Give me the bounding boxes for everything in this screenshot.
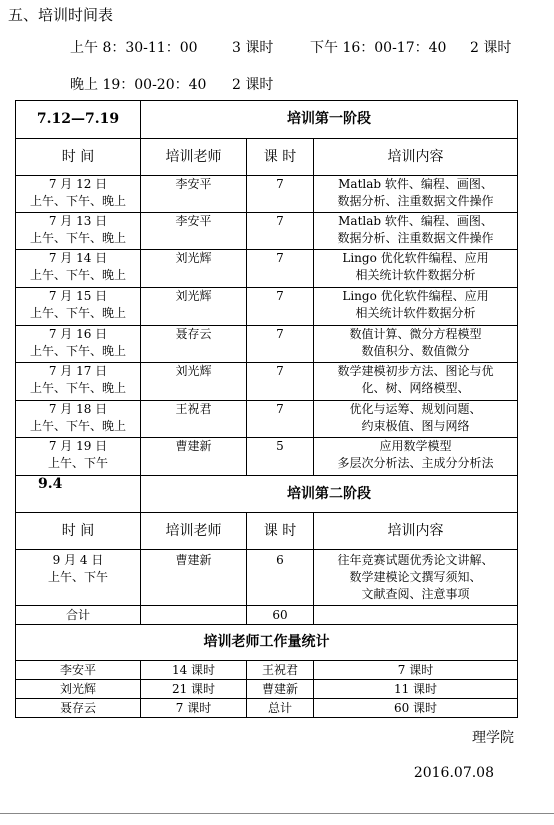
row-hours: 7	[247, 176, 314, 213]
row-teacher: 刘光辉	[141, 250, 247, 288]
row-teacher: 曹建新	[141, 438, 247, 476]
morning-time: 上午 8：30-11：00	[70, 40, 198, 56]
total-label: 合计	[16, 606, 141, 625]
stage2-header-row	[16, 476, 518, 513]
row-teacher: 刘光辉	[141, 363, 247, 401]
row-content: 数值计算、微分方程模型 数值积分、数值微分	[314, 326, 518, 363]
table-row	[16, 699, 518, 718]
table-row	[16, 401, 518, 438]
row-content: 往年竞赛试题优秀论文讲解、 数学建模论文撰写须知、 文献查阅、注意事项	[314, 550, 518, 606]
workload-teacher: 刘光辉	[16, 680, 141, 699]
workload-teacher: 李安平	[16, 661, 141, 680]
issue-date: 2016.07.08	[413, 765, 494, 781]
training-schedule-table	[15, 100, 518, 718]
table-row	[16, 550, 518, 606]
row-content: 优化与运筹、规划问题、 约束极值、图与网络	[314, 401, 518, 438]
row-content: Matlab 软件、编程、画图、 数据分析、注重数据文件操作	[314, 176, 518, 213]
row-content: 数学建模初步方法、图论与优 化、树、网络模型、	[314, 363, 518, 401]
stage1-column-headers	[16, 139, 518, 176]
row-time: 7 月 19 日 上午、下午	[16, 438, 141, 476]
workload-hours: 14 课时	[141, 661, 247, 680]
stage2-column-headers	[16, 513, 518, 550]
row-time: 7 月 15 日 上午、下午、晚上	[16, 288, 141, 326]
stage2-title: 培训第二阶段	[141, 476, 518, 513]
table-row	[16, 176, 518, 213]
row-hours: 7	[247, 401, 314, 438]
workload-teacher: 曹建新	[247, 680, 314, 699]
row-teacher: 王祝君	[141, 401, 247, 438]
row-hours: 7	[247, 213, 314, 250]
table-row	[16, 438, 518, 476]
row-teacher: 曹建新	[141, 550, 247, 606]
row-teacher: 李安平	[141, 176, 247, 213]
table-row	[16, 326, 518, 363]
row-content: Lingo 优化软件编程、应用 相关统计软件数据分析	[314, 288, 518, 326]
workload-total-hours: 60 课时	[314, 699, 518, 718]
total-hours: 60	[247, 606, 314, 625]
issuing-organization: 理学院	[472, 730, 514, 746]
col-header-hours: 课 时	[247, 513, 314, 550]
col-header-teacher: 培训老师	[141, 139, 247, 176]
row-time: 7 月 17 日 上午、下午、晚上	[16, 363, 141, 401]
col-header-content: 培训内容	[314, 139, 518, 176]
row-time: 7 月 14 日 上午、下午、晚上	[16, 250, 141, 288]
row-hours: 7	[247, 250, 314, 288]
row-time: 7 月 12 日 上午、下午、晚上	[16, 176, 141, 213]
col-header-time: 时 间	[16, 513, 141, 550]
workload-hours: 7 课时	[314, 661, 518, 680]
col-header-time: 时 间	[16, 139, 141, 176]
workload-title: 培训老师工作量统计	[16, 625, 518, 661]
row-teacher: 聂存云	[141, 326, 247, 363]
row-hours: 5	[247, 438, 314, 476]
table-row	[16, 213, 518, 250]
row-hours: 7	[247, 288, 314, 326]
col-header-hours: 课 时	[247, 139, 314, 176]
row-hours: 7	[247, 363, 314, 401]
stage1-title: 培训第一阶段	[141, 101, 518, 139]
workload-header-row	[16, 625, 518, 661]
row-content: 应用数学模型 多层次分析法、主成分分析法	[314, 438, 518, 476]
evening-time: 晚上 19：00-20：40	[70, 77, 207, 93]
row-time: 7 月 16 日 上午、下午、晚上	[16, 326, 141, 363]
row-time: 7 月 18 日 上午、下午、晚上	[16, 401, 141, 438]
row-time: 9 月 4 日 上午、下午	[16, 550, 141, 606]
table-row	[16, 288, 518, 326]
table-row	[16, 363, 518, 401]
workload-hours: 11 课时	[314, 680, 518, 699]
stage2-date-range: 9.4	[16, 476, 141, 513]
workload-teacher: 王祝君	[247, 661, 314, 680]
section-title: 五、培训时间表	[8, 6, 114, 24]
evening-hours: 2 课时	[232, 77, 274, 93]
table-row	[16, 661, 518, 680]
row-hours: 7	[247, 326, 314, 363]
stage1-header-row	[16, 101, 518, 139]
workload-teacher: 聂存云	[16, 699, 141, 718]
row-time: 7 月 13 日 上午、下午、晚上	[16, 213, 141, 250]
row-teacher: 李安平	[141, 213, 247, 250]
row-content: Matlab 软件、编程、画图、 数据分析、注重数据文件操作	[314, 213, 518, 250]
row-teacher: 刘光辉	[141, 288, 247, 326]
afternoon-hours: 2 课时	[470, 40, 512, 56]
row-hours: 6	[247, 550, 314, 606]
afternoon-time: 下午 16：00-17：40	[310, 40, 447, 56]
workload-hours: 7 课时	[141, 699, 247, 718]
workload-hours: 21 课时	[141, 680, 247, 699]
workload-total-label: 总计	[247, 699, 314, 718]
page-bottom-divider	[0, 813, 554, 814]
col-header-content: 培训内容	[314, 513, 518, 550]
row-content: Lingo 优化软件编程、应用 相关统计软件数据分析	[314, 250, 518, 288]
morning-hours: 3 课时	[232, 40, 274, 56]
col-header-teacher: 培训老师	[141, 513, 247, 550]
table-row	[16, 680, 518, 699]
stage1-date-range: 7.12—7.19	[16, 101, 141, 139]
table-row	[16, 250, 518, 288]
total-row	[16, 606, 518, 625]
